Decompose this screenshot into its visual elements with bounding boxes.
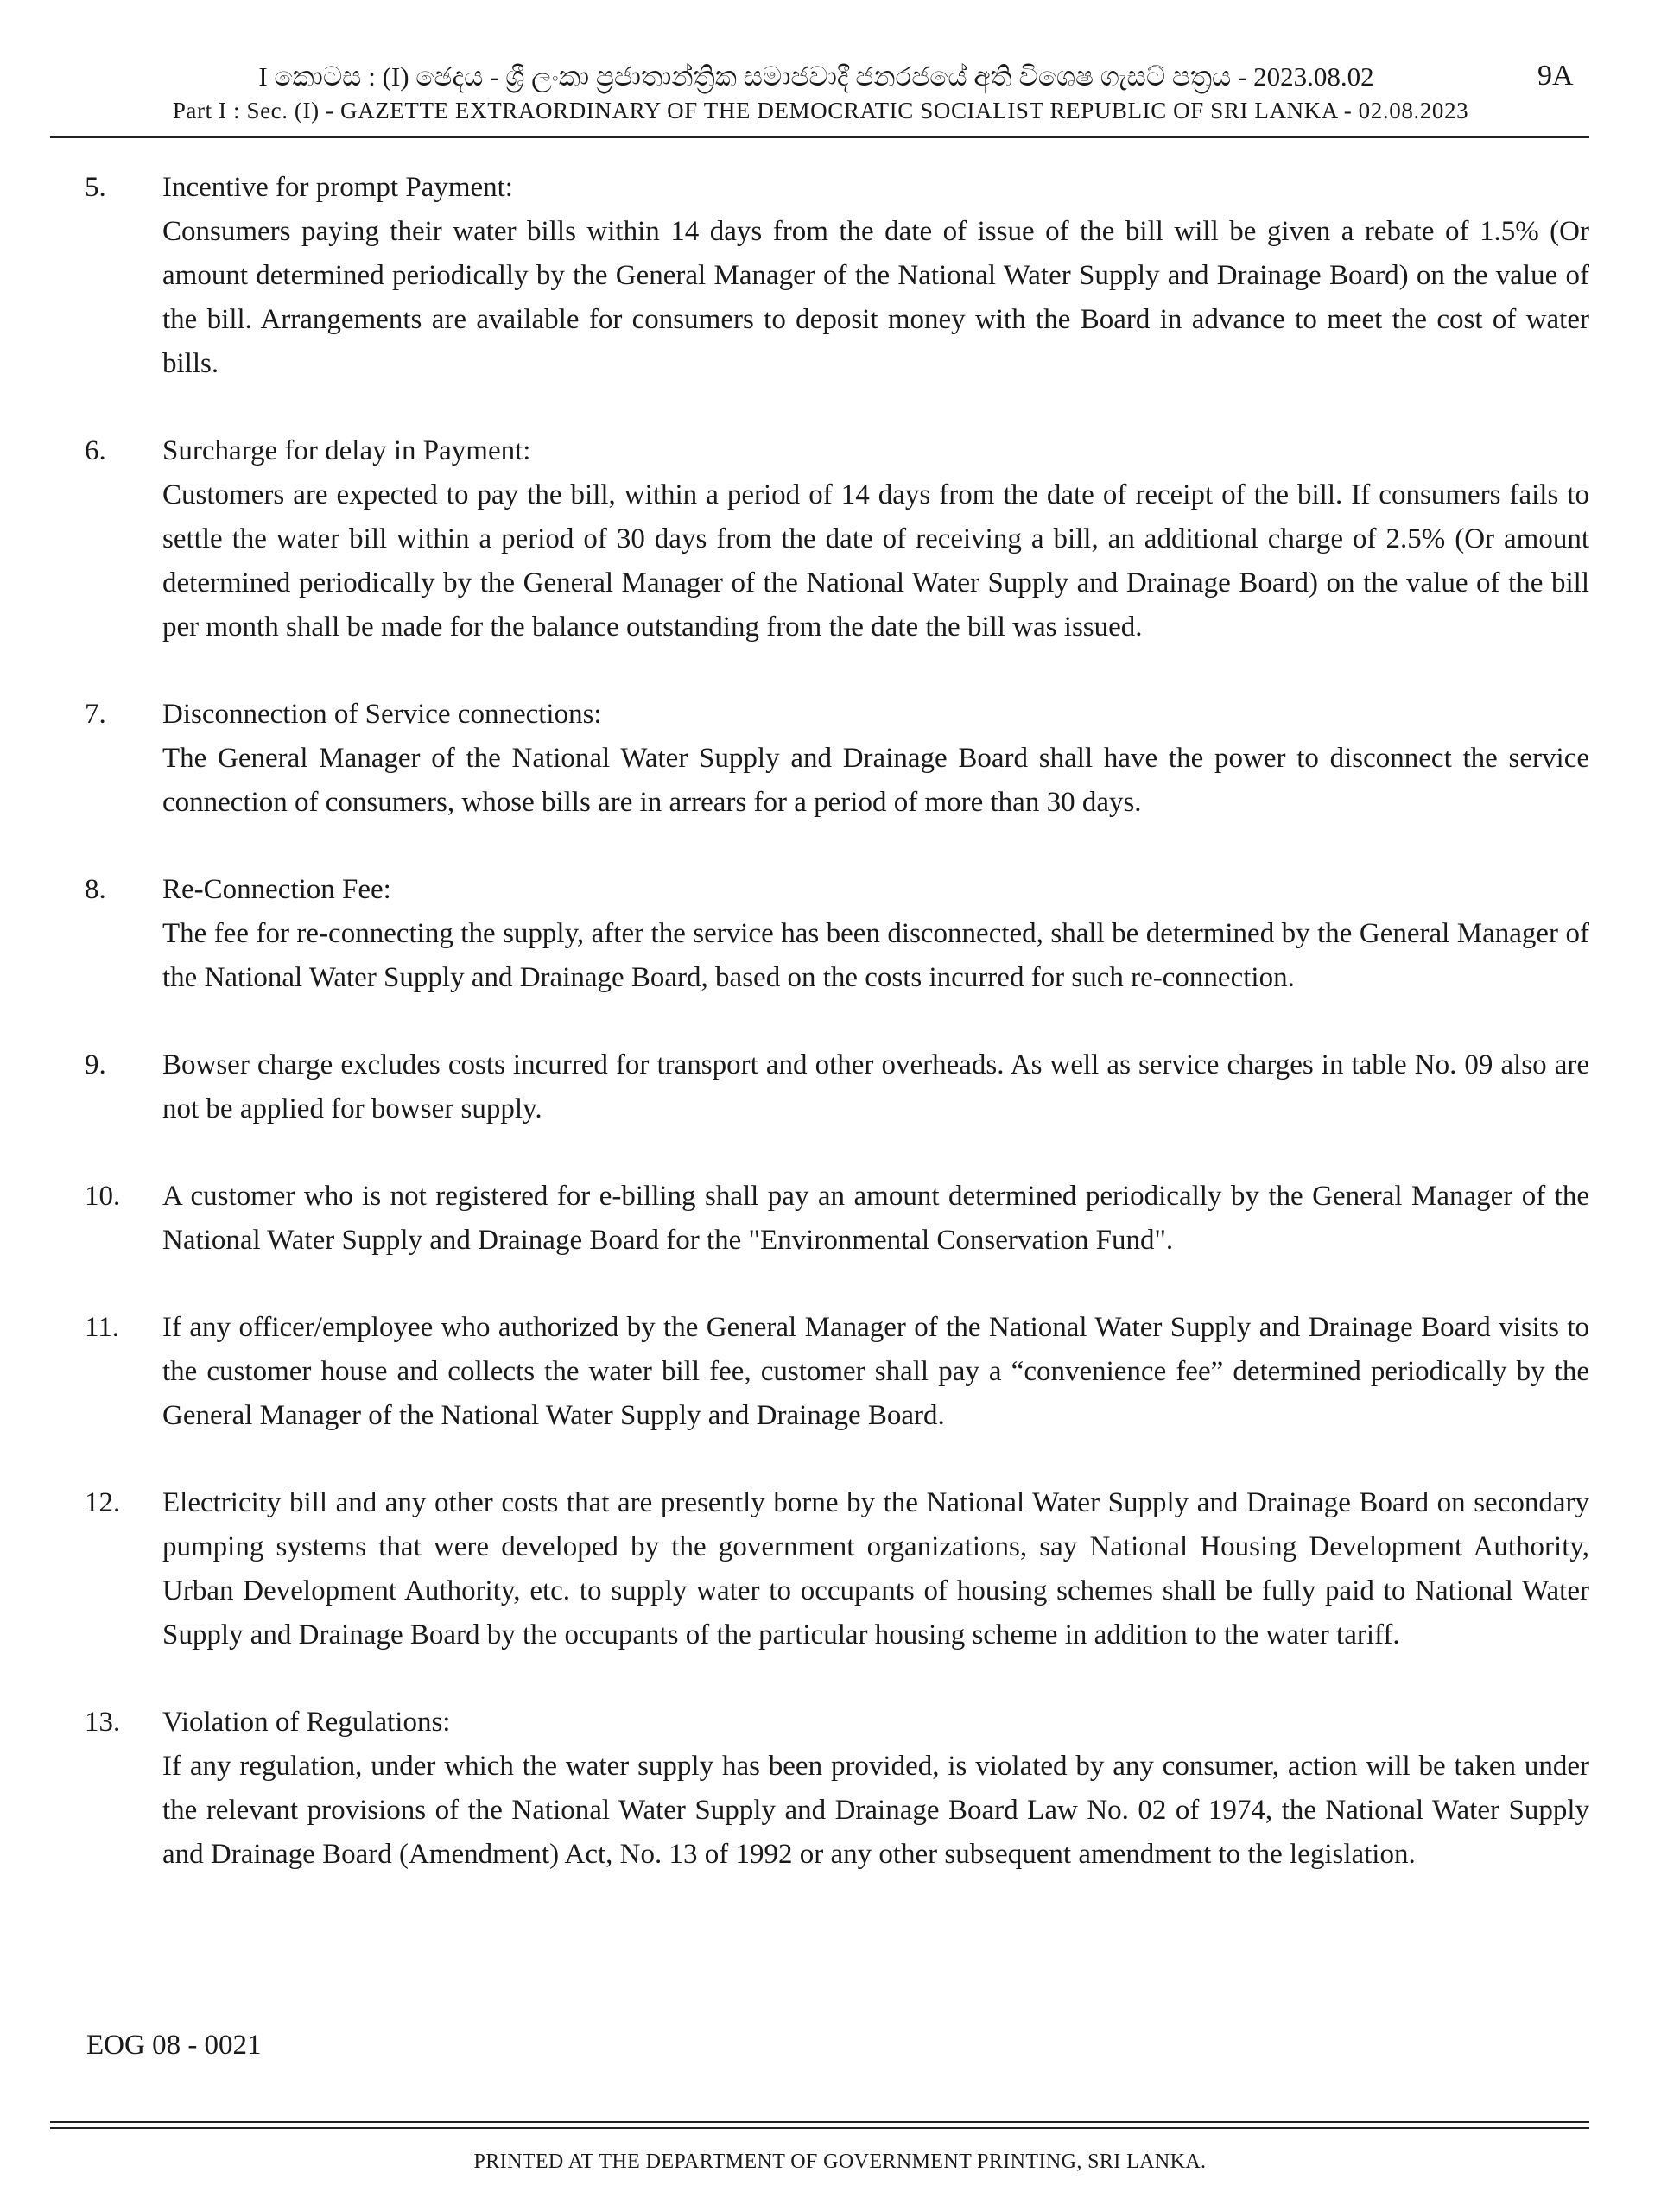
item-body (162, 1481, 1589, 1657)
list-item (0, 693, 1680, 825)
item-body (162, 1306, 1589, 1438)
item-body (162, 868, 1589, 1000)
item-body (162, 1175, 1589, 1263)
footer-divider (50, 2121, 1589, 2123)
list-item (0, 1481, 1680, 1657)
item-heading: Incentive for prompt Payment: (162, 172, 513, 203)
item-number: 13. (85, 1707, 121, 1738)
page-number: 9A (1537, 60, 1574, 92)
printer-footer: PRINTED AT THE DEPARTMENT OF GOVERNMENT PRINTING, SRI LANKA. (473, 2151, 1207, 2173)
item-heading: Disconnection of Service connections: (162, 699, 602, 730)
item-body (162, 166, 1589, 386)
item-text: If any regulation, under which the water supply has been provided, is violated by any consumer, action will be taken under the relevant provisions of the National Water Supply and Drainage Board Law No. 02 of 1974, the National Water Supply and Drainage Board (Amendment) Act, No. 13 of 1992 or any other subsequent amendment to the legislation. (162, 1751, 1589, 1870)
header-divider (50, 136, 1589, 138)
item-number: 7. (85, 699, 106, 730)
header-english-title: Part I : Sec. (I) - GAZETTE EXTRAORDINARY OF THE DEMOCRATIC SOCIALIST REPUBLIC OF SRI LANKA - 02.08.2023 (172, 98, 1469, 124)
item-text: If any officer/employee who authorized by the General Manager of the National Water Supply and Drainage Board visits to the customer house and collects the water bill fee, customer shall pay a “convenience fee” determined periodically by the General Manager of the National Water Supply and Drainage Board. (162, 1312, 1589, 1431)
list-item (0, 1306, 1680, 1438)
list-item (0, 1175, 1680, 1263)
list-item (0, 1701, 1680, 1877)
item-body (162, 429, 1589, 649)
page-header (0, 0, 1680, 143)
item-number: 8. (85, 874, 106, 905)
list-item (0, 868, 1680, 1000)
item-text: Bowser charge excludes costs incurred for transport and other overheads. As well as service charges in table No. 09 also are not be applied for bowser supply. (162, 1049, 1589, 1125)
item-number: 5. (85, 172, 106, 203)
regulations-list (0, 166, 1680, 1920)
item-text: The fee for re-connecting the supply, after the service has been disconnected, shall be determined by the General Manager of the National Water Supply and Drainage Board, based on the costs incurred for such re-connection. (162, 918, 1589, 993)
item-number: 11. (85, 1312, 120, 1343)
item-number: 12. (85, 1487, 121, 1518)
item-text: The General Manager of the National Water Supply and Drainage Board shall have the power to disconnect the service connection of consumers, whose bills are in arrears for a period of more than 30 days. (162, 743, 1589, 818)
item-text: Consumers paying their water bills within 14 days from the date of issue of the bill will be given a rebate of 1.5% (Or amount determined periodically by the General Manager of the National Water Supply and Drainage Board) on the value of the bill. Arrangements are available for consumers to deposit money with the Board in advance to meet the cost of water bills. (162, 216, 1589, 379)
header-sinhala-title: I කොටස : (I) ඡෙදය - ශ්‍රී ලංකා ප්‍රජාතාන්ත්‍රික සමාජවාදී ජනරජයේ අති විශෙෂ ගැසට් පත්‍රය - 2023.08.02 (258, 61, 1374, 92)
item-heading: Surcharge for delay in Payment: (162, 435, 531, 466)
item-number: 6. (85, 435, 106, 466)
item-body (162, 1043, 1589, 1131)
item-text: A customer who is not registered for e-billing shall pay an amount determined periodically by the General Manager of the National Water Supply and Drainage Board for the "Environmental Conservation Fund". (162, 1181, 1589, 1256)
item-body (162, 693, 1589, 825)
footer-divider (50, 2127, 1589, 2129)
item-body (162, 1701, 1589, 1877)
list-item (0, 429, 1680, 649)
item-text: Electricity bill and any other costs that are presently borne by the National Water Supply and Drainage Board on secondary pumping systems that were developed by the government organizations, say National Housing Development Authority, Urban Development Authority, etc. to supply water to occupants of housing schemes shall be fully paid to National Water Supply and Drainage Board by the occupants of the particular housing scheme in addition to the water tariff. (162, 1487, 1589, 1650)
list-item (0, 1043, 1680, 1131)
item-heading: Re-Connection Fee: (162, 874, 391, 905)
list-item (0, 166, 1680, 386)
item-text: Customers are expected to pay the bill, within a period of 14 days from the date of receipt of the bill. If consumers fails to settle the water bill within a period of 30 days from the date of receiving a bill, an additional charge of 2.5% (Or amount determined periodically by the General Manager of the National Water Supply and Drainage Board) on the value of the bill per month shall be made for the balance outstanding from the date the bill was issued. (162, 479, 1589, 643)
item-number: 9. (85, 1049, 106, 1080)
item-heading: Violation of Regulations: (162, 1707, 451, 1738)
item-number: 10. (85, 1181, 121, 1212)
reference-code: EOG 08 - 0021 (86, 2030, 262, 2061)
